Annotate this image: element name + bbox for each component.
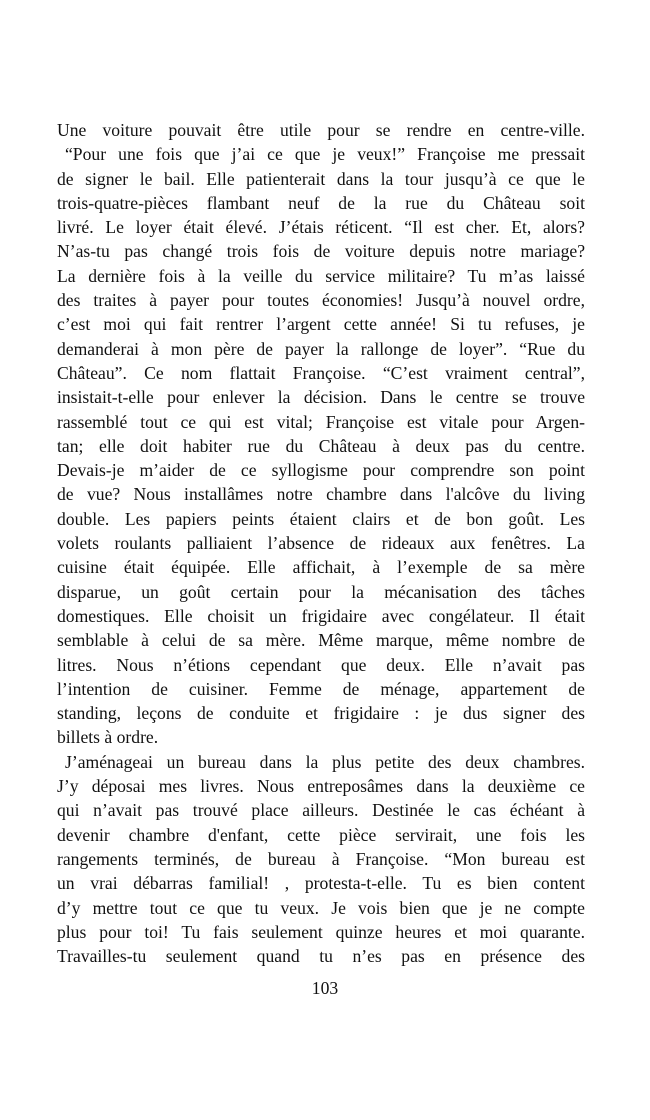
page-number: 103 [311, 978, 339, 998]
text-line-13: rassemblé tout ce qui est vital; Françoise est vitale pour Argen- [57, 411, 585, 432]
text-line-6: N’as-tu pas changé trois fois de voiture depuis notre mariage? [57, 241, 585, 262]
text-line-3: de signer le bail. Elle patienterait dans la tour jusqu’à ce que le [57, 168, 585, 189]
text-line-18: volets roulants palliaient l’absence de rideaux aux fenêtres. La [57, 533, 585, 554]
text-line-22: semblable à celui de sa mère. Même marque, même nombre de [57, 630, 585, 651]
text-line-8: des traites à payer pour toutes économies! Jusqu’à nouvel ordre, [57, 290, 585, 311]
text-line-30: devenir chambre d'enfant, cette pièce servirait, une fois les [57, 824, 585, 845]
text-line-20: disparue, un goût certain pour la mécanisation des tâches [57, 581, 585, 602]
text-line-12: insistait-t-elle pour enlever la décision. Dans le centre se trouve [57, 387, 585, 408]
text-line-33: d’y mettre tout ce que tu veux. Je vois bien que je ne compte [57, 897, 585, 918]
text-line-27: J’aménageai un bureau dans la plus petite des deux chambres. [65, 751, 585, 772]
text-line-2: “Pour une fois que j’ai ce que je veux!” Françoise me pressait [65, 144, 585, 165]
text-line-19: cuisine était équipée. Elle affichait, à l’exemple de sa mère [57, 557, 585, 578]
text-line-9: c’est moi qui fait rentrer l’argent cette année! Si tu refuses, je [57, 314, 585, 335]
text-line-1: Une voiture pouvait être utile pour se rendre en centre-ville. [57, 120, 585, 140]
text-line-4: trois-quatre-pièces flambant neuf de la rue du Château soit [57, 192, 585, 213]
text-line-28: J’y déposai mes livres. Nous entreposâmes dans la deuxième ce [57, 776, 585, 797]
text-line-24: l’intention de cuisiner. Femme de ménage, appartement de [57, 678, 585, 699]
text-line-29: qui n’avait pas trouvé place ailleurs. Destinée le cas échéant à [57, 800, 585, 821]
text-line-35: Travailles-tu seulement quand tu n’es pas en présence des [57, 946, 585, 967]
text-line-25: standing, leçons de conduite et frigidaire : je dus signer des [57, 703, 585, 724]
text-line-11: Château”. Ce nom flattait Françoise. “C’est vraiment central”, [57, 362, 585, 383]
text-line-34: plus pour toi! Tu fais seulement quinze heures et moi quarante. [57, 921, 585, 942]
text-line-15: Devais-je m’aider de ce syllogisme pour comprendre son point [57, 460, 585, 481]
text-line-16: de vue? Nous installâmes notre chambre dans l'alcôve du living [57, 484, 585, 505]
text-line-21: domestiques. Elle choisit un frigidaire avec congélateur. Il était [57, 605, 585, 626]
text-line-5: livré. Le loyer était élevé. J’étais réticent. “Il est cher. Et, alors? [57, 217, 585, 238]
text-line-7: La dernière fois à la veille du service militaire? Tu m’as laissé [57, 265, 585, 286]
text-line-31: rangements terminés, de bureau à Françoise. “Mon bureau est [57, 848, 585, 869]
body-text [57, 118, 585, 968]
text-line-14: tan; elle doit habiter rue du Château à deux pas du centre. [57, 435, 585, 456]
text-line-26: billets à ordre. [57, 727, 159, 748]
text-line-10: demanderai à mon père de payer la rallonge de loyer”. “Rue du [57, 338, 585, 359]
text-line-17: double. Les papiers peints étaient clairs et de bon goût. Les [57, 508, 585, 529]
text-line-32: un vrai débarras familial! , protesta-t-elle. Tu es bien content [57, 873, 585, 894]
text-line-23: litres. Nous n’étions cependant que deux. Elle n’avait pas [57, 654, 585, 675]
